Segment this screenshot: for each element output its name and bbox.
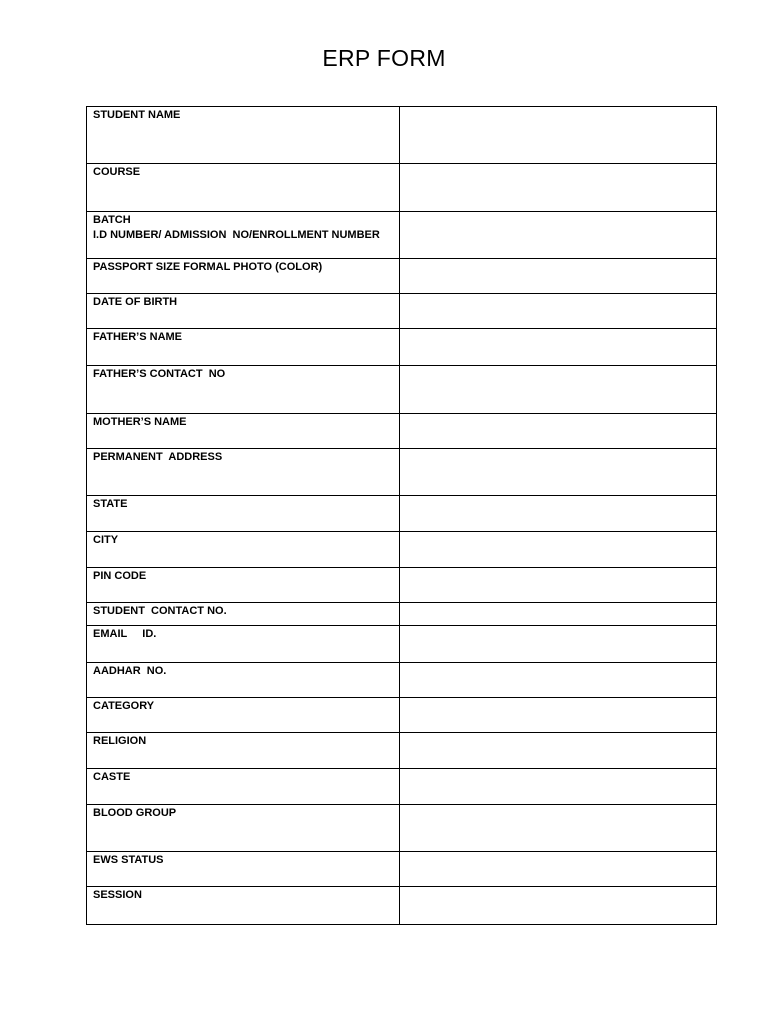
field-value-cell[interactable] [400, 414, 717, 449]
field-label: I.D NUMBER/ ADMISSION NO/ENROLLMENT NUMBER [93, 229, 380, 241]
field-label: STUDENT NAME [93, 109, 181, 121]
form-row [87, 496, 717, 532]
field-label: EMAIL ID. [93, 628, 157, 640]
field-label-cell [87, 887, 400, 925]
field-value-cell[interactable] [400, 532, 717, 568]
field-label: PIN CODE [93, 570, 147, 582]
form-row [87, 626, 717, 663]
field-label-cell [87, 852, 400, 887]
field-value-cell[interactable] [400, 698, 717, 733]
form-row [87, 414, 717, 449]
field-label: CITY [93, 534, 119, 546]
form-row [87, 852, 717, 887]
field-label-cell [87, 663, 400, 698]
form-row [87, 449, 717, 496]
field-label: BLOOD GROUP [93, 807, 177, 819]
field-label: PASSPORT SIZE FORMAL PHOTO (COLOR) [93, 261, 323, 273]
form-row [87, 698, 717, 733]
field-value-cell[interactable] [400, 887, 717, 925]
field-label-cell [87, 603, 400, 626]
field-value-cell[interactable] [400, 259, 717, 294]
field-label: EWS STATUS [93, 854, 164, 866]
field-label-cell [87, 532, 400, 568]
form-row [87, 663, 717, 698]
field-label: STATE [93, 498, 128, 510]
form-row [87, 164, 717, 212]
field-label-cell [87, 294, 400, 329]
form-row [87, 532, 717, 568]
form-table-body [87, 107, 717, 925]
field-label: SESSION [93, 889, 142, 901]
form-row [87, 107, 717, 164]
form-row [87, 212, 717, 259]
field-value-cell[interactable] [400, 663, 717, 698]
field-label: COURSE [93, 166, 141, 178]
field-label-cell [87, 568, 400, 603]
form-row [87, 294, 717, 329]
field-label-cell [87, 805, 400, 852]
field-label: PERMANENT ADDRESS [93, 451, 223, 463]
field-label-cell [87, 329, 400, 366]
erp-form-table [86, 106, 717, 925]
field-value-cell[interactable] [400, 568, 717, 603]
field-value-cell[interactable] [400, 496, 717, 532]
form-row [87, 366, 717, 414]
field-label-cell [87, 449, 400, 496]
field-label: CATEGORY [93, 700, 155, 712]
field-label-cell [87, 414, 400, 449]
field-label: FATHER’S NAME [93, 331, 183, 343]
field-value-cell[interactable] [400, 805, 717, 852]
field-label: BATCH [93, 214, 131, 226]
form-row [87, 887, 717, 925]
field-label: RELIGION [93, 735, 147, 747]
page-title: ERP FORM [322, 45, 446, 71]
field-label-cell [87, 212, 400, 259]
field-label-cell [87, 496, 400, 532]
field-label-cell [87, 769, 400, 805]
form-row [87, 329, 717, 366]
field-label-cell [87, 698, 400, 733]
field-value-cell[interactable] [400, 769, 717, 805]
field-value-cell[interactable] [400, 852, 717, 887]
field-value-cell[interactable] [400, 329, 717, 366]
form-row [87, 733, 717, 769]
field-label-cell [87, 164, 400, 212]
field-label: STUDENT CONTACT NO. [93, 605, 227, 617]
field-value-cell[interactable] [400, 294, 717, 329]
field-value-cell[interactable] [400, 212, 717, 259]
field-label: MOTHER’S NAME [93, 416, 187, 428]
field-label: CASTE [93, 771, 131, 783]
form-row [87, 603, 717, 626]
form-row [87, 769, 717, 805]
field-label-cell [87, 626, 400, 663]
form-row [87, 568, 717, 603]
field-label-cell [87, 107, 400, 164]
field-value-cell[interactable] [400, 449, 717, 496]
field-value-cell[interactable] [400, 626, 717, 663]
field-value-cell[interactable] [400, 164, 717, 212]
field-value-cell[interactable] [400, 733, 717, 769]
field-label: DATE OF BIRTH [93, 296, 178, 308]
field-label-cell [87, 733, 400, 769]
field-label-cell [87, 366, 400, 414]
field-value-cell[interactable] [400, 366, 717, 414]
form-row [87, 259, 717, 294]
field-label: AADHAR NO. [93, 665, 167, 677]
field-value-cell[interactable] [400, 107, 717, 164]
form-row [87, 805, 717, 852]
field-value-cell[interactable] [400, 603, 717, 626]
field-label-cell [87, 259, 400, 294]
field-label: FATHER’S CONTACT NO [93, 368, 226, 380]
